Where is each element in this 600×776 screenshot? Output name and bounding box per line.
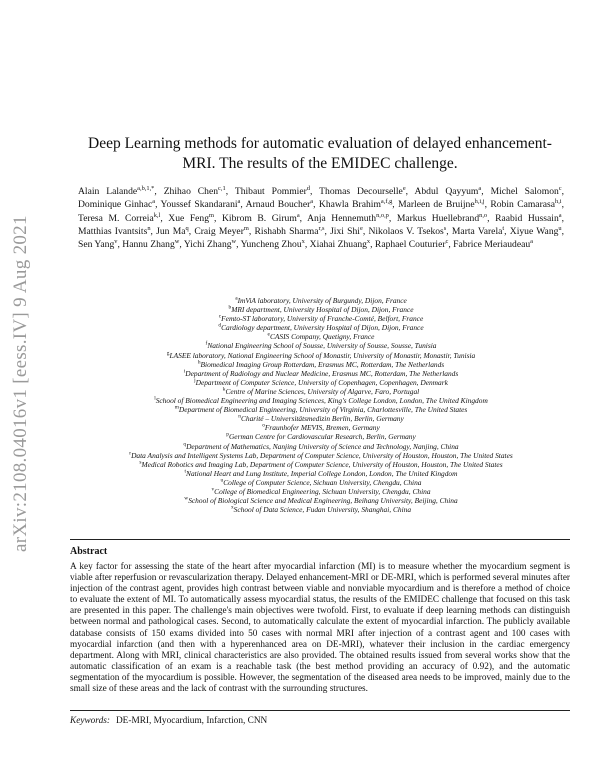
- affiliation-line: [78, 460, 564, 469]
- affiliation-mark: f: [205, 341, 208, 347]
- author-affiliation-marks: a: [237, 198, 241, 206]
- affiliation-text: School of Biomedical Engineering and Imaging Sciences, King's College London, London, The United Kingdom: [155, 396, 488, 406]
- author-name: [414, 186, 481, 197]
- affiliation-line: [78, 369, 564, 378]
- author-affiliation-marks: e: [359, 224, 363, 232]
- affiliation-mark: u: [220, 477, 224, 484]
- affiliation-text: Fraunhofer MEVIS, Bremen, Germany: [264, 423, 380, 433]
- author-name: [490, 199, 561, 210]
- author-name-text: Rishabh Sharma: [254, 225, 319, 237]
- author-name: [78, 213, 160, 224]
- affiliation-line: [78, 387, 564, 396]
- author-name-text: Youssef Skandarani: [160, 199, 238, 211]
- author-name: [161, 199, 241, 210]
- author-name-text: Hannu Zhang: [122, 239, 175, 251]
- author-name: [241, 239, 305, 250]
- author-affiliation-marks: s: [443, 224, 447, 232]
- author-affiliation-marks: m: [209, 211, 215, 219]
- author-name: [398, 199, 485, 210]
- affiliation-mark: q: [183, 441, 187, 448]
- author-name: [375, 239, 448, 250]
- author-name-text: Thibaut Pommier: [234, 186, 307, 197]
- affiliation-mark: r: [129, 450, 132, 457]
- affiliation-text: College of Biomedical Engineering, Sichuan University, Chengdu, China: [214, 486, 431, 496]
- affiliation-mark: c: [218, 313, 222, 320]
- author-name-text: Xue Feng: [168, 212, 210, 224]
- author-list: Alain Lalande$^{a,b,1,*}$, Zhihao Chen$^{c,1}$, Thibaut Pommier$^d$, Thomas Decourselle$^e$, Abdul Qayyum$^a$, Michel Salomon$^c$, Dominique Ginhac$^a$, Youssef Skandarani$^a$, Arnaud Boucher$^a$, Khawla Brahim$^{a,f,g}$, Marleen de Bruijne$^{h,i,j}$, Robin Camarasa$^{h,i}$, Teresa M. Correia$^{k,l}$, Xue Feng$^m$, Kibrom B. Girum$^a$, Anja Hennemuth$^{n,o,p}$, Markus Huellebrand$^{n,o}$, Raabid Hussain$^a$, Matthias Ivantsits$^n$, Jun Ma$^q$, Craig Meyer$^m$, Rishabh Sharma$^{r,s}$, Jixi Shi$^e$, Nikolaos V. Tsekos$^s$, Marta Varela$^t$, Xiyue Wang$^u$, Sen Yang$^v$, Hannu Zhang$^w$, Yichi Zhang$^w$, Yuncheng Zhou$^x$, Xiahai Zhuang$^x$, Raphael Couturier$^c$, Fabrice Meriaudeau$^a$: [78, 184, 565, 251]
- author-name-text: Raabid Hussain: [495, 212, 559, 224]
- affiliation-line: [78, 296, 564, 305]
- author-name-text: Jixi Shi: [330, 225, 360, 237]
- author-name-text: Jun Ma: [156, 225, 186, 237]
- author-name: [397, 213, 487, 224]
- author-name-text: Dominique Ginhac: [78, 199, 153, 211]
- author-affiliation-marks: a: [152, 198, 156, 206]
- affiliation-mark: x: [230, 504, 234, 511]
- affiliation-mark: b: [228, 304, 232, 311]
- keywords-label: Keywords:: [70, 716, 110, 726]
- author-name: [255, 226, 325, 237]
- author-name-text: Nikolaos V. Tsekos: [368, 225, 444, 237]
- author-name: [452, 226, 504, 237]
- author-affiliation-marks: a,f,g: [380, 198, 393, 206]
- affiliation-line: [78, 414, 564, 423]
- author-affiliation-marks: a,b,1,*: [137, 184, 155, 192]
- author-name: [491, 186, 562, 197]
- author-name: [453, 239, 533, 250]
- abstract-heading: Abstract: [70, 546, 108, 557]
- affiliation-text: Femto-ST laboratory, University of Franche-Comté, Belfort, France: [221, 314, 424, 324]
- author-affiliation-marks: c,1: [218, 184, 226, 192]
- author-name-text: Alain Lalande: [78, 186, 138, 197]
- author-name: [495, 213, 562, 224]
- author-affiliation-marks: m: [243, 224, 249, 232]
- abstract-bottom-rule: [70, 710, 570, 711]
- affiliation-line: [78, 442, 564, 451]
- affiliation-mark: j: [194, 377, 196, 384]
- author-affiliation-marks: x: [301, 238, 305, 245]
- affiliation-text: Biomedical Imaging Group Rotterdam, Erasmus MC, Rotterdam, The Netherlands: [200, 359, 445, 369]
- author-name-text: Khawla Brahim: [318, 199, 381, 211]
- author-name: [235, 186, 310, 197]
- author-name-text: Yuncheng Zhou: [240, 239, 302, 251]
- author-name: [78, 199, 155, 210]
- author-name: [78, 239, 117, 250]
- affiliation-line: [78, 351, 564, 360]
- author-name-text: Xiahai Zhuang: [309, 239, 367, 251]
- author-affiliation-marks: u: [558, 224, 562, 232]
- author-name: [246, 199, 314, 210]
- arxiv-stamp: arXiv:2108.04016v1 [eess.IV] 9 Aug 2021: [10, 215, 31, 552]
- author-name: [319, 199, 392, 210]
- affiliation-line: [78, 378, 564, 387]
- affiliation-text: Department of Radiology and Nuclear Medicine, Erasmus MC, Rotterdam, The Netherlands: [185, 368, 459, 378]
- affiliation-line: [78, 405, 564, 414]
- author-affiliation-marks: a: [558, 211, 562, 219]
- author-affiliation-marks: w: [231, 238, 237, 245]
- author-name: [319, 186, 406, 197]
- affiliation-text: CASIS Company, Quetigny, France: [269, 332, 375, 342]
- affiliation-mark: o: [262, 422, 265, 429]
- author-name-text: Abdul Qayyum: [414, 186, 479, 197]
- affiliation-line: [78, 323, 564, 332]
- author-name: [368, 226, 446, 237]
- author-name-text: Matthias Ivantsits: [78, 225, 148, 237]
- abstract-body: A key factor for assessing the state of the heart after myocardial infarction (MI) is to measure whether the myocardium segment is viable after reperfusion or revascularization therapy. Delayed enhancement-MRI or DE-MRI, which is performed several minutes after injection of the contrast agent, provides high contrast between viable and nonviable myocardium and is therefore a method of choice to evaluate the extent of MI. To automatically assess myocardial status, the results of the EMIDEC challenge that focused on this task are presented in this paper. The challenge's main objectives were twofold. First, to evaluate if deep learning methods can distinguish between normal and pathological cases. Second, to automatically calculate the extent of myocardial infarction. The publicly available database consists of 150 exams divided into 50 cases with normal MRI after injection of a contrast agent and 100 cases with myocardial infarction (and then with a hyperenhanced area on DE-MRI), whatever their inclusion in the cardiac emergency department. Along with MRI, clinical characteristics are also provided. The obtained results issued from several works show that the automatic classification of an exam is a reachable task (the best method providing an accuracy of 0.92), and the automatic segmentation of the myocardium is possible. However, the segmentation of the diseased area needs to be improved, mainly due to the small size of these areas and the lack of contrast with the surrounding structures.: [70, 562, 570, 695]
- author-affiliation-marks: h,i,j: [474, 198, 485, 206]
- author-name: [310, 239, 370, 250]
- author-affiliation-marks: n: [147, 224, 151, 232]
- author-name-text: Xiyue Wang: [509, 225, 559, 237]
- author-name-text: Raphael Couturier: [374, 239, 446, 251]
- affiliation-text: National Heart and Lung Institute, Imperial College London, London, The United Kingdom: [186, 468, 458, 478]
- author-name-text: Anja Hennemuth: [307, 212, 377, 224]
- affiliation-line: [78, 451, 564, 460]
- affiliation-mark: i: [183, 368, 186, 375]
- affiliation-mark: d: [218, 322, 222, 329]
- affiliation-line: [78, 341, 564, 350]
- author-affiliation-marks: a: [310, 198, 314, 206]
- affiliation-mark: m: [174, 404, 179, 411]
- author-affiliation-marks: a: [296, 211, 300, 219]
- affiliation-line: [78, 469, 564, 478]
- author-name: [122, 239, 179, 250]
- author-affiliation-marks: c: [445, 238, 449, 245]
- affiliation-mark: a: [235, 295, 238, 302]
- affiliation-text: Medical Robotics and Imaging Lab, Department of Computer Science, University of Houston, Houston, The United States: [141, 459, 503, 469]
- author-name-text: Arnaud Boucher: [245, 199, 311, 211]
- affiliation-mark: t: [184, 468, 187, 475]
- affiliation-text: School of Biological Science and Medical Engineering, Beihang University, Beijing, China: [188, 496, 458, 506]
- author-name: [164, 186, 226, 197]
- author-name-text: Thomas Decourselle: [319, 186, 403, 197]
- affiliation-text: Cardiology department, University Hospital of Dijon, Dijon, France: [221, 323, 424, 333]
- author-affiliation-marks: c: [558, 184, 562, 192]
- author-name-text: Sen Yang: [78, 239, 115, 251]
- author-name-text: Marleen de Bruijne: [398, 199, 475, 211]
- affiliation-text: MRI department, University Hospital of Dijon, Dijon, France: [231, 305, 414, 315]
- author-affiliation-marks: w: [174, 238, 180, 245]
- affiliation-text: Charité – Universitätsmedizin Berlin, Berlin, Germany: [240, 414, 404, 424]
- author-affiliation-marks: x: [366, 238, 371, 245]
- affiliation-mark: h: [197, 359, 201, 366]
- affiliation-line: [78, 432, 564, 441]
- affiliation-mark: n: [238, 413, 241, 420]
- affiliation-line: [78, 305, 564, 314]
- affiliation-text: School of Data Science, Fudan University, Shanghai, China: [233, 505, 412, 515]
- affiliation-mark: g: [166, 350, 170, 357]
- affiliation-mark: e: [267, 331, 270, 338]
- author-name: [194, 226, 249, 237]
- author-affiliation-marks: v: [114, 238, 118, 245]
- author-affiliation-marks: t: [502, 224, 505, 232]
- affiliation-text: Department of Computer Science, University of Copenhagen, Copenhagen, Denmark: [195, 377, 448, 387]
- affiliation-text: Department of Biomedical Engineering, University of Virginia, Charlottesville, The United States: [178, 405, 468, 415]
- affiliation-mark: v: [211, 486, 215, 493]
- affiliation-text: Centre of Marine Sciences, University of Algarve, Faro, Portugal: [225, 386, 420, 396]
- affiliation-text: LASEE laboratory, National Engineering School of Monastir, University of Monastir, Monastir, Tunisia: [169, 350, 476, 360]
- author-name-text: Fabrice Meriaudeau: [453, 239, 531, 251]
- author-affiliation-marks: r,s: [318, 224, 325, 232]
- affiliation-line: [78, 505, 564, 514]
- keywords: [70, 716, 267, 726]
- author-name: [184, 239, 236, 250]
- affiliation-text: College of Computer Science, Sichuan University, Chengdu, China: [223, 477, 422, 487]
- author-name: [156, 226, 189, 237]
- affiliation-line: [78, 396, 564, 405]
- author-name-text: Craig Meyer: [194, 225, 244, 237]
- author-name-text: Kibrom B. Girum: [221, 212, 297, 224]
- affiliation-list: [78, 296, 564, 514]
- keywords-text: DE-MRI, Myocardium, Infarction, CNN: [115, 716, 268, 726]
- affiliation-mark: l: [154, 395, 156, 402]
- author-name-text: Marta Varela: [451, 225, 503, 237]
- author-name-text: Michel Salomon: [490, 186, 559, 197]
- author-name-text: Yichi Zhang: [183, 239, 232, 251]
- affiliation-line: [78, 496, 564, 505]
- affiliation-mark: s: [139, 459, 142, 466]
- author-affiliation-marks: a: [478, 184, 482, 192]
- author-affiliation-marks: k,l: [153, 211, 161, 219]
- affiliation-mark: w: [184, 495, 189, 502]
- author-affiliation-marks: e: [402, 184, 406, 192]
- abstract-top-rule: [70, 539, 570, 540]
- affiliation-mark: p: [226, 431, 229, 438]
- affiliation-line: [78, 314, 564, 323]
- author-affiliation-marks: n,o: [479, 211, 488, 219]
- author-affiliation-marks: d: [306, 184, 310, 192]
- affiliation-text: ImViA laboratory, University of Burgundy, Dijon, France: [237, 296, 407, 305]
- paper-title: Deep Learning methods for automatic evaluation of delayed enhancement-MRI. The results of the EMIDEC challenge.: [88, 135, 552, 172]
- affiliation-text: Data Analysis and Intelligent Systems Lab, Department of Computer Science, University of Houston, Houston, The United States: [131, 450, 513, 460]
- author-affiliation-marks: q: [185, 224, 189, 232]
- author-name: [168, 213, 214, 224]
- author-name: [78, 226, 151, 237]
- affiliation-text: Department of Mathematics, Nanjing University of Science and Technology, Nanjing, China: [186, 441, 459, 451]
- affiliation-line: [78, 478, 564, 487]
- author-name-text: Teresa M. Correia: [78, 212, 154, 224]
- affiliation-line: [78, 360, 564, 369]
- author-name: [510, 226, 562, 237]
- author-name: [307, 213, 389, 224]
- author-affiliation-marks: n,o,p: [376, 211, 389, 219]
- author-name: [330, 226, 363, 237]
- author-name-text: Robin Camarasa: [490, 199, 556, 211]
- author-name: [222, 213, 300, 224]
- author-name-text: Markus Huellebrand: [396, 212, 480, 224]
- author-affiliation-marks: a: [530, 238, 533, 245]
- affiliation-mark: k: [222, 386, 226, 393]
- author-name: [78, 186, 154, 197]
- affiliation-line: [78, 487, 564, 496]
- affiliation-text: German Centre for Cardiovascular Research, Berlin, Germany: [228, 432, 416, 442]
- affiliation-text: National Engineering School of Sousse, University of Sousse, Sousse, Tunisia: [207, 341, 437, 351]
- author-name-text: Zhihao Chen: [163, 186, 219, 197]
- author-affiliation-marks: h,i: [555, 198, 562, 206]
